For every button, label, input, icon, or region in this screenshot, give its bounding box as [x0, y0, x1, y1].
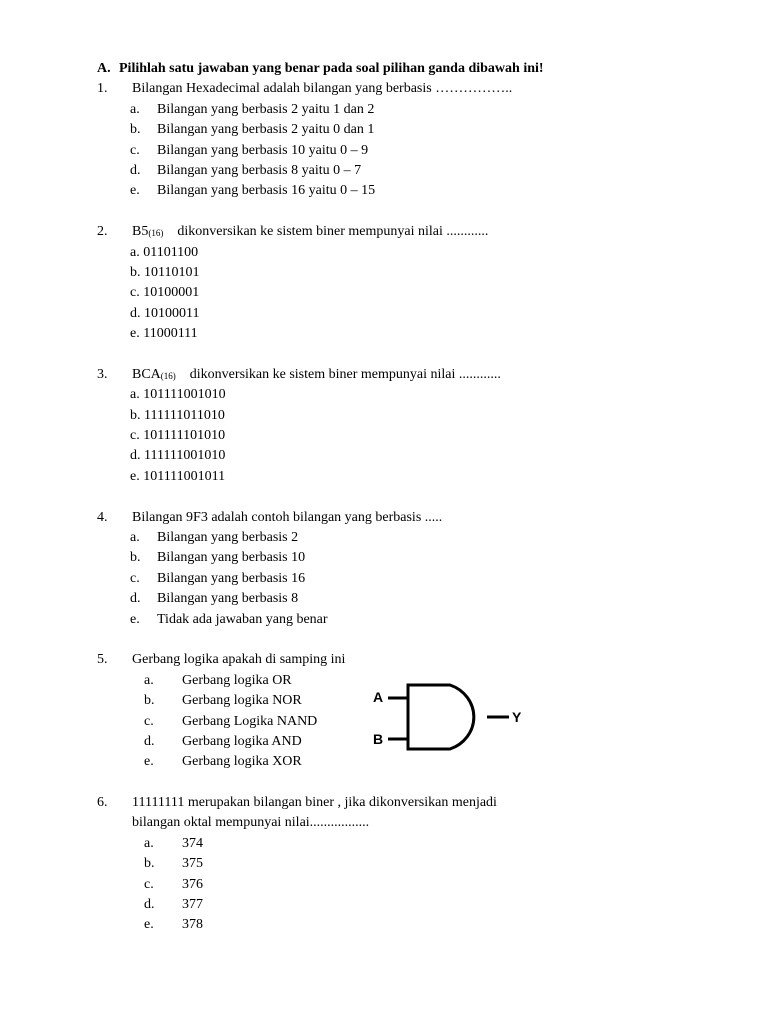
option-label: c.: [130, 428, 140, 444]
option-text: 10100001: [143, 285, 200, 301]
option-label: c.: [130, 142, 140, 158]
option-label: a.: [130, 387, 140, 403]
question-6-continued: [0, 813, 768, 833]
option-6a: [0, 834, 768, 854]
option-text: 111111011010: [144, 407, 225, 423]
option-text: 111111001010: [144, 448, 226, 464]
option-label: b.: [144, 693, 155, 709]
option-2d: [0, 304, 768, 324]
option-label: b.: [130, 122, 141, 138]
hex-value: BCA: [132, 366, 161, 382]
option-label: c.: [144, 876, 154, 892]
option-label: e.: [144, 754, 154, 770]
output-y-label: Y: [512, 709, 522, 725]
option-label: b.: [144, 856, 155, 872]
option-text: 378: [182, 917, 203, 933]
option-4e: [0, 610, 768, 630]
option-3b: [0, 406, 768, 426]
option-text: Bilangan yang berbasis 16: [157, 570, 306, 586]
option-text: Bilangan yang berbasis 2: [157, 529, 299, 545]
option-label: a.: [130, 529, 140, 545]
option-text: 10110101: [144, 264, 200, 280]
option-3d: [0, 446, 768, 466]
option-text: Bilangan yang berbasis 8: [157, 591, 299, 607]
option-label: b.: [130, 264, 141, 280]
section-heading: [0, 59, 768, 79]
option-label: d.: [144, 897, 155, 913]
option-text: Bilangan yang berbasis 8 yaitu 0 – 7: [157, 162, 362, 178]
input-a-label: A: [373, 689, 384, 705]
option-label: b.: [130, 550, 141, 566]
option-text: Gerbang logika AND: [182, 733, 302, 749]
option-text: Gerbang logika OR: [182, 672, 292, 688]
option-text: 101111001011: [143, 468, 226, 484]
option-label: e.: [130, 611, 140, 627]
option-6d: [0, 895, 768, 915]
option-2a: [0, 243, 768, 263]
question-5: [0, 650, 768, 670]
option-label: a.: [130, 101, 140, 117]
option-text: 377: [182, 897, 203, 913]
worksheet-page: [0, 59, 768, 936]
option-6c: [0, 875, 768, 895]
option-label: c.: [130, 285, 140, 301]
option-1e: [0, 181, 768, 201]
option-label: a.: [130, 244, 140, 260]
option-1d: [0, 161, 768, 181]
option-2c: [0, 283, 768, 303]
question-text: [132, 365, 501, 386]
question-3: [0, 365, 768, 385]
option-label: d.: [144, 733, 155, 749]
option-text: 374: [182, 835, 203, 851]
option-text: 11000111: [143, 326, 198, 342]
option-1a: [0, 100, 768, 120]
option-2b: [0, 263, 768, 283]
question-4: [0, 508, 768, 528]
and-gate-diagram: [370, 681, 530, 753]
option-label: d.: [130, 162, 141, 178]
option-text: 101111001010: [143, 387, 226, 403]
option-text: Gerbang logika XOR: [182, 754, 302, 770]
option-label: e.: [144, 917, 154, 933]
option-4a: [0, 528, 768, 548]
option-label: e.: [130, 183, 140, 199]
option-text: Bilangan yang berbasis 2 yaitu 0 dan 1: [157, 122, 375, 138]
question-body: dikonversikan ke sistem biner mempunyai nilai ............: [189, 366, 501, 382]
option-6e: [0, 915, 768, 935]
option-label: c.: [130, 570, 140, 586]
section-title: Pilihlah satu jawaban yang benar pada soal pilihan ganda dibawah ini!: [119, 61, 544, 76]
question-text-continued: bilangan oktal mempunyai nilai.................: [132, 815, 370, 831]
question-6: [0, 793, 768, 813]
option-label: a.: [144, 672, 154, 688]
option-4c: [0, 569, 768, 589]
question-number: 3.: [97, 366, 108, 382]
option-1c: [0, 141, 768, 161]
option-3e: [0, 467, 768, 487]
option-label: d.: [130, 591, 141, 607]
option-label: d.: [130, 305, 141, 321]
option-text: Gerbang logika NOR: [182, 693, 302, 709]
base-subscript: (16): [160, 370, 176, 381]
question-1: [0, 79, 768, 99]
question-text: Bilangan 9F3 adalah contoh bilangan yang berbasis .....: [132, 509, 443, 525]
question-text: Gerbang logika apakah di samping ini: [132, 652, 346, 668]
option-text: Tidak ada jawaban yang benar: [157, 611, 328, 627]
option-text: 01101100: [143, 244, 199, 260]
input-b-label: B: [373, 731, 384, 747]
question-text: 11111111 merupakan bilangan biner , jika dikonversikan menjadi: [132, 795, 497, 811]
option-text: 375: [182, 856, 203, 872]
option-text: 10100011: [144, 305, 200, 321]
option-label: c.: [144, 713, 154, 729]
option-label: e.: [130, 326, 140, 342]
option-text: Bilangan yang berbasis 2 yaitu 1 dan 2: [157, 101, 375, 117]
and-gate-body: [408, 685, 474, 749]
question-number: 2.: [97, 224, 108, 240]
option-text: 101111101010: [143, 428, 226, 444]
question-number: 6.: [97, 795, 108, 811]
option-text: Bilangan yang berbasis 10 yaitu 0 – 9: [157, 142, 369, 158]
option-4d: [0, 589, 768, 609]
question-2: [0, 222, 768, 242]
option-text: Gerbang Logika NAND: [182, 713, 318, 729]
option-3c: [0, 426, 768, 446]
option-label: a.: [144, 835, 154, 851]
base-subscript: (16): [148, 228, 164, 239]
option-text: Bilangan yang berbasis 16 yaitu 0 – 15: [157, 183, 376, 199]
question-number: 4.: [97, 509, 108, 525]
question-number: 1.: [97, 81, 108, 97]
option-text: 376: [182, 876, 203, 892]
option-label: d.: [130, 448, 141, 464]
option-6b: [0, 854, 768, 874]
hex-value: B5: [132, 224, 149, 240]
option-label: e.: [130, 468, 140, 484]
option-2e: [0, 324, 768, 344]
option-1b: [0, 120, 768, 140]
question-text: Bilangan Hexadecimal adalah bilangan yang berbasis ……………..: [132, 81, 513, 97]
question-number: 5.: [97, 652, 108, 668]
option-text: Bilangan yang berbasis 10: [157, 550, 306, 566]
section-letter: A.: [97, 61, 111, 76]
option-3a: [0, 385, 768, 405]
question-text: [132, 222, 488, 243]
option-5e: [0, 752, 768, 772]
option-4b: [0, 548, 768, 568]
option-label: b.: [130, 407, 141, 423]
question-body: dikonversikan ke sistem biner mempunyai nilai ............: [177, 224, 489, 240]
